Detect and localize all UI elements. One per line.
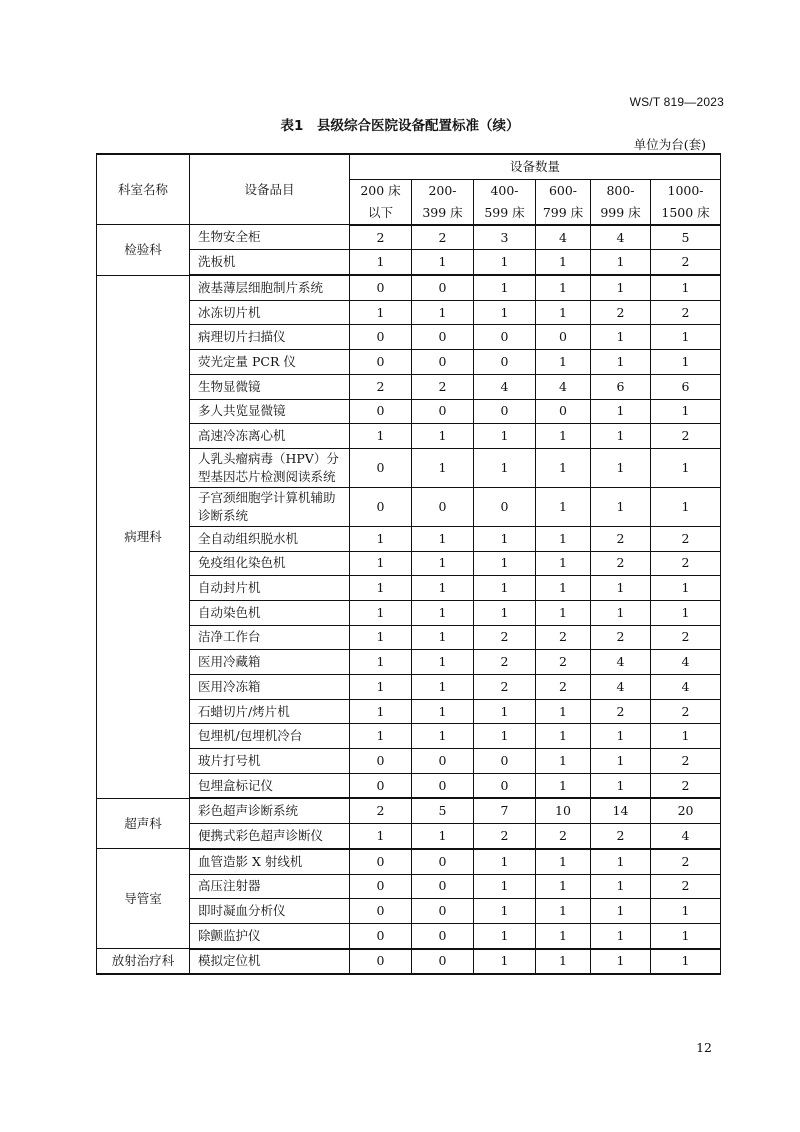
equipment-item: 医用冷藏箱	[190, 650, 350, 675]
quantity-cell: 1	[536, 949, 591, 975]
quantity-cell: 1	[474, 300, 536, 325]
equipment-item: 生物显微镜	[190, 374, 350, 399]
quantity-cell: 0	[350, 949, 412, 975]
equipment-item: 彩色超声诊断系统	[190, 798, 350, 823]
quantity-cell: 1	[474, 600, 536, 625]
equipment-item: 液基薄层细胞制片系统	[190, 275, 350, 300]
header-quantity-group: 设备数量	[350, 154, 721, 179]
table-row	[97, 374, 721, 399]
quantity-cell: 1	[536, 600, 591, 625]
quantity-cell: 1	[412, 424, 474, 449]
table-row	[97, 675, 721, 700]
quantity-cell: 1	[651, 487, 721, 526]
quantity-cell: 1	[474, 874, 536, 899]
table-row	[97, 325, 721, 350]
quantity-cell: 0	[350, 350, 412, 375]
quantity-cell: 2	[651, 773, 721, 798]
department-name: 超声科	[97, 798, 190, 848]
quantity-cell: 2	[412, 374, 474, 399]
quantity-cell: 1	[474, 250, 536, 275]
quantity-cell: 2	[591, 625, 651, 650]
quantity-cell: 1	[412, 650, 474, 675]
quantity-cell: 3	[474, 225, 536, 250]
quantity-cell: 1	[536, 551, 591, 576]
quantity-cell: 2	[536, 650, 591, 675]
equipment-item: 自动染色机	[190, 600, 350, 625]
table-row	[97, 551, 721, 576]
quantity-cell: 1	[591, 749, 651, 774]
quantity-cell: 1	[350, 675, 412, 700]
table-row	[97, 424, 721, 449]
quantity-cell: 1	[591, 487, 651, 526]
quantity-cell: 1	[591, 773, 651, 798]
table-row	[97, 724, 721, 749]
equipment-item: 便携式彩色超声诊断仪	[190, 824, 350, 849]
quantity-cell: 2	[651, 300, 721, 325]
quantity-cell: 1	[412, 576, 474, 601]
quantity-cell: 1	[412, 600, 474, 625]
quantity-cell: 2	[591, 551, 651, 576]
quantity-cell: 0	[350, 749, 412, 774]
quantity-cell: 1	[412, 675, 474, 700]
equipment-item: 子宫颈细胞学计算机辅助诊断系统	[190, 487, 350, 526]
table-row	[97, 849, 721, 874]
quantity-cell: 4	[591, 650, 651, 675]
quantity-cell: 1	[474, 699, 536, 724]
quantity-cell: 1	[536, 424, 591, 449]
unit-note: 单位为台(套)	[633, 137, 706, 152]
quantity-cell: 0	[474, 350, 536, 375]
equipment-item: 包埋盒标记仪	[190, 773, 350, 798]
quantity-cell: 4	[591, 675, 651, 700]
quantity-cell: 0	[412, 899, 474, 924]
quantity-cell: 1	[536, 300, 591, 325]
quantity-cell: 1	[350, 650, 412, 675]
quantity-cell: 0	[412, 487, 474, 526]
header-bed-range: 600- 799 床	[536, 179, 591, 225]
page-number: 12	[696, 1040, 712, 1055]
quantity-cell: 0	[350, 399, 412, 424]
table-row	[97, 824, 721, 849]
equipment-item: 即时凝血分析仪	[190, 899, 350, 924]
quantity-cell: 1	[651, 724, 721, 749]
table-row	[97, 576, 721, 601]
quantity-cell: 1	[412, 300, 474, 325]
quantity-cell: 1	[591, 399, 651, 424]
quantity-cell: 0	[350, 325, 412, 350]
table-title: 表1 县级综合医院设备配置标准（续）	[280, 118, 520, 134]
table-row	[97, 399, 721, 424]
quantity-cell: 1	[350, 724, 412, 749]
table-row	[97, 773, 721, 798]
quantity-cell: 1	[651, 949, 721, 975]
quantity-cell: 2	[474, 675, 536, 700]
table-row	[97, 225, 721, 250]
quantity-cell: 0	[412, 350, 474, 375]
quantity-cell: 1	[412, 448, 474, 487]
quantity-cell: 1	[412, 699, 474, 724]
equipment-item: 高速冷冻离心机	[190, 424, 350, 449]
header-bed-range: 800- 999 床	[591, 179, 651, 225]
quantity-cell: 4	[536, 374, 591, 399]
quantity-cell: 1	[350, 699, 412, 724]
quantity-cell: 1	[591, 949, 651, 975]
quantity-cell: 1	[591, 275, 651, 300]
table-row	[97, 749, 721, 774]
header-bed-range: 400- 599 床	[474, 179, 536, 225]
quantity-cell: 2	[651, 849, 721, 874]
quantity-cell: 1	[474, 576, 536, 601]
quantity-cell: 2	[591, 526, 651, 551]
quantity-cell: 1	[474, 448, 536, 487]
quantity-cell: 1	[591, 448, 651, 487]
quantity-cell: 6	[591, 374, 651, 399]
equipment-item: 除颤监护仪	[190, 923, 350, 948]
quantity-cell: 1	[350, 576, 412, 601]
quantity-cell: 2	[350, 798, 412, 823]
quantity-cell: 1	[536, 724, 591, 749]
quantity-cell: 2	[651, 551, 721, 576]
quantity-cell: 1	[536, 487, 591, 526]
equipment-item: 冰冻切片机	[190, 300, 350, 325]
table-row	[97, 600, 721, 625]
header-bed-range: 1000- 1500 床	[651, 179, 721, 225]
quantity-cell: 1	[536, 576, 591, 601]
quantity-cell: 0	[412, 923, 474, 948]
quantity-cell: 0	[474, 749, 536, 774]
quantity-cell: 0	[350, 773, 412, 798]
equipment-item: 荧光定量 PCR 仪	[190, 350, 350, 375]
quantity-cell: 2	[350, 225, 412, 250]
quantity-cell: 1	[651, 899, 721, 924]
quantity-cell: 1	[412, 250, 474, 275]
quantity-cell: 0	[350, 448, 412, 487]
quantity-cell: 0	[412, 275, 474, 300]
quantity-cell: 2	[412, 225, 474, 250]
quantity-cell: 1	[591, 350, 651, 375]
quantity-cell: 1	[591, 600, 651, 625]
table-body	[97, 154, 721, 974]
quantity-cell: 1	[536, 350, 591, 375]
quantity-cell: 1	[591, 576, 651, 601]
quantity-cell: 2	[536, 625, 591, 650]
quantity-cell: 1	[591, 874, 651, 899]
quantity-cell: 0	[350, 874, 412, 899]
table-row	[97, 650, 721, 675]
standard-code: WS/T 819—2023	[629, 95, 724, 109]
quantity-cell: 1	[474, 551, 536, 576]
quantity-cell: 1	[651, 399, 721, 424]
equipment-item: 医用冷冻箱	[190, 675, 350, 700]
quantity-cell: 0	[474, 487, 536, 526]
quantity-cell: 0	[412, 773, 474, 798]
quantity-cell: 1	[536, 749, 591, 774]
quantity-cell: 14	[591, 798, 651, 823]
quantity-cell: 1	[474, 849, 536, 874]
quantity-cell: 2	[474, 650, 536, 675]
quantity-cell: 1	[474, 526, 536, 551]
equipment-item: 包埋机/包埋机冷台	[190, 724, 350, 749]
quantity-cell: 1	[350, 300, 412, 325]
equipment-item: 生物安全柜	[190, 225, 350, 250]
quantity-cell: 1	[350, 526, 412, 551]
quantity-cell: 0	[474, 399, 536, 424]
quantity-cell: 1	[412, 526, 474, 551]
table-row	[97, 625, 721, 650]
quantity-cell: 2	[651, 526, 721, 551]
quantity-cell: 1	[651, 325, 721, 350]
quantity-cell: 1	[536, 923, 591, 948]
quantity-cell: 1	[651, 448, 721, 487]
table-row	[97, 923, 721, 948]
quantity-cell: 1	[412, 625, 474, 650]
quantity-cell: 1	[651, 350, 721, 375]
quantity-cell: 0	[350, 487, 412, 526]
quantity-cell: 10	[536, 798, 591, 823]
quantity-cell: 2	[536, 824, 591, 849]
quantity-cell: 1	[474, 949, 536, 975]
quantity-cell: 2	[591, 699, 651, 724]
quantity-cell: 1	[536, 526, 591, 551]
table-row	[97, 448, 721, 487]
equipment-table	[96, 153, 721, 975]
quantity-cell: 20	[651, 798, 721, 823]
quantity-cell: 1	[536, 699, 591, 724]
quantity-cell: 1	[474, 724, 536, 749]
equipment-item: 全自动组织脱水机	[190, 526, 350, 551]
quantity-cell: 0	[412, 399, 474, 424]
quantity-cell: 2	[591, 300, 651, 325]
quantity-cell: 0	[412, 849, 474, 874]
quantity-cell: 4	[474, 374, 536, 399]
department-name: 导管室	[97, 849, 190, 949]
equipment-item: 免疫组化染色机	[190, 551, 350, 576]
quantity-cell: 1	[536, 250, 591, 275]
quantity-cell: 1	[536, 773, 591, 798]
quantity-cell: 0	[536, 325, 591, 350]
table-row	[97, 699, 721, 724]
quantity-cell: 1	[474, 923, 536, 948]
quantity-cell: 2	[651, 874, 721, 899]
header-item: 设备品目	[190, 154, 350, 225]
quantity-cell: 1	[591, 724, 651, 749]
quantity-cell: 2	[350, 374, 412, 399]
equipment-item: 自动封片机	[190, 576, 350, 601]
quantity-cell: 0	[412, 325, 474, 350]
quantity-cell: 1	[651, 275, 721, 300]
quantity-cell: 2	[651, 625, 721, 650]
quantity-cell: 5	[651, 225, 721, 250]
header-dept: 科室名称	[97, 154, 190, 225]
quantity-cell: 1	[591, 250, 651, 275]
quantity-cell: 1	[350, 424, 412, 449]
table-row	[97, 949, 721, 975]
quantity-cell: 1	[591, 325, 651, 350]
quantity-cell: 2	[591, 824, 651, 849]
equipment-item: 石蜡切片/烤片机	[190, 699, 350, 724]
equipment-item: 高压注射器	[190, 874, 350, 899]
quantity-cell: 1	[591, 899, 651, 924]
quantity-cell: 1	[651, 600, 721, 625]
header-row-group	[97, 154, 721, 179]
quantity-cell: 1	[350, 600, 412, 625]
equipment-item: 血管造影 X 射线机	[190, 849, 350, 874]
quantity-cell: 1	[536, 275, 591, 300]
table-row	[97, 487, 721, 526]
quantity-cell: 1	[412, 824, 474, 849]
header-bed-range: 200- 399 床	[412, 179, 474, 225]
quantity-cell: 1	[474, 275, 536, 300]
table-row	[97, 250, 721, 275]
quantity-cell: 1	[591, 424, 651, 449]
table-row	[97, 275, 721, 300]
quantity-cell: 5	[412, 798, 474, 823]
quantity-cell: 1	[536, 448, 591, 487]
quantity-cell: 0	[350, 899, 412, 924]
quantity-cell: 0	[412, 749, 474, 774]
quantity-cell: 1	[350, 625, 412, 650]
table-row	[97, 874, 721, 899]
quantity-cell: 0	[412, 949, 474, 975]
quantity-cell: 1	[350, 250, 412, 275]
quantity-cell: 2	[651, 424, 721, 449]
quantity-cell: 1	[651, 576, 721, 601]
quantity-cell: 0	[412, 874, 474, 899]
equipment-item: 洗板机	[190, 250, 350, 275]
quantity-cell: 0	[350, 849, 412, 874]
table-row	[97, 798, 721, 823]
equipment-item: 人乳头瘤病毒（HPV）分型基因芯片检测阅读系统	[190, 448, 350, 487]
quantity-cell: 2	[651, 749, 721, 774]
quantity-cell: 1	[412, 551, 474, 576]
quantity-cell: 1	[651, 923, 721, 948]
quantity-cell: 1	[591, 923, 651, 948]
header-bed-range: 200 床 以下	[350, 179, 412, 225]
quantity-cell: 4	[536, 225, 591, 250]
quantity-cell: 2	[651, 250, 721, 275]
equipment-item: 病理切片扫描仪	[190, 325, 350, 350]
quantity-cell: 1	[474, 424, 536, 449]
quantity-cell: 0	[474, 773, 536, 798]
quantity-cell: 1	[412, 724, 474, 749]
department-name: 放射治疗科	[97, 949, 190, 975]
quantity-cell: 2	[474, 824, 536, 849]
quantity-cell: 4	[651, 824, 721, 849]
table-row	[97, 300, 721, 325]
department-name: 检验科	[97, 225, 190, 275]
table-row	[97, 526, 721, 551]
quantity-cell: 0	[536, 399, 591, 424]
quantity-cell: 1	[350, 551, 412, 576]
quantity-cell: 0	[350, 923, 412, 948]
department-name: 病理科	[97, 275, 190, 798]
quantity-cell: 1	[536, 874, 591, 899]
equipment-item: 模拟定位机	[190, 949, 350, 975]
equipment-item: 多人共览显微镜	[190, 399, 350, 424]
equipment-item: 洁净工作台	[190, 625, 350, 650]
quantity-cell: 4	[651, 675, 721, 700]
equipment-item: 玻片打号机	[190, 749, 350, 774]
quantity-cell: 2	[474, 625, 536, 650]
quantity-cell: 4	[651, 650, 721, 675]
quantity-cell: 7	[474, 798, 536, 823]
quantity-cell: 0	[350, 275, 412, 300]
quantity-cell: 6	[651, 374, 721, 399]
table-row	[97, 899, 721, 924]
table-row	[97, 350, 721, 375]
quantity-cell: 1	[536, 849, 591, 874]
quantity-cell: 1	[591, 849, 651, 874]
quantity-cell: 1	[536, 899, 591, 924]
quantity-cell: 2	[536, 675, 591, 700]
quantity-cell: 2	[651, 699, 721, 724]
quantity-cell: 1	[350, 824, 412, 849]
quantity-cell: 1	[474, 899, 536, 924]
quantity-cell: 0	[474, 325, 536, 350]
quantity-cell: 4	[591, 225, 651, 250]
